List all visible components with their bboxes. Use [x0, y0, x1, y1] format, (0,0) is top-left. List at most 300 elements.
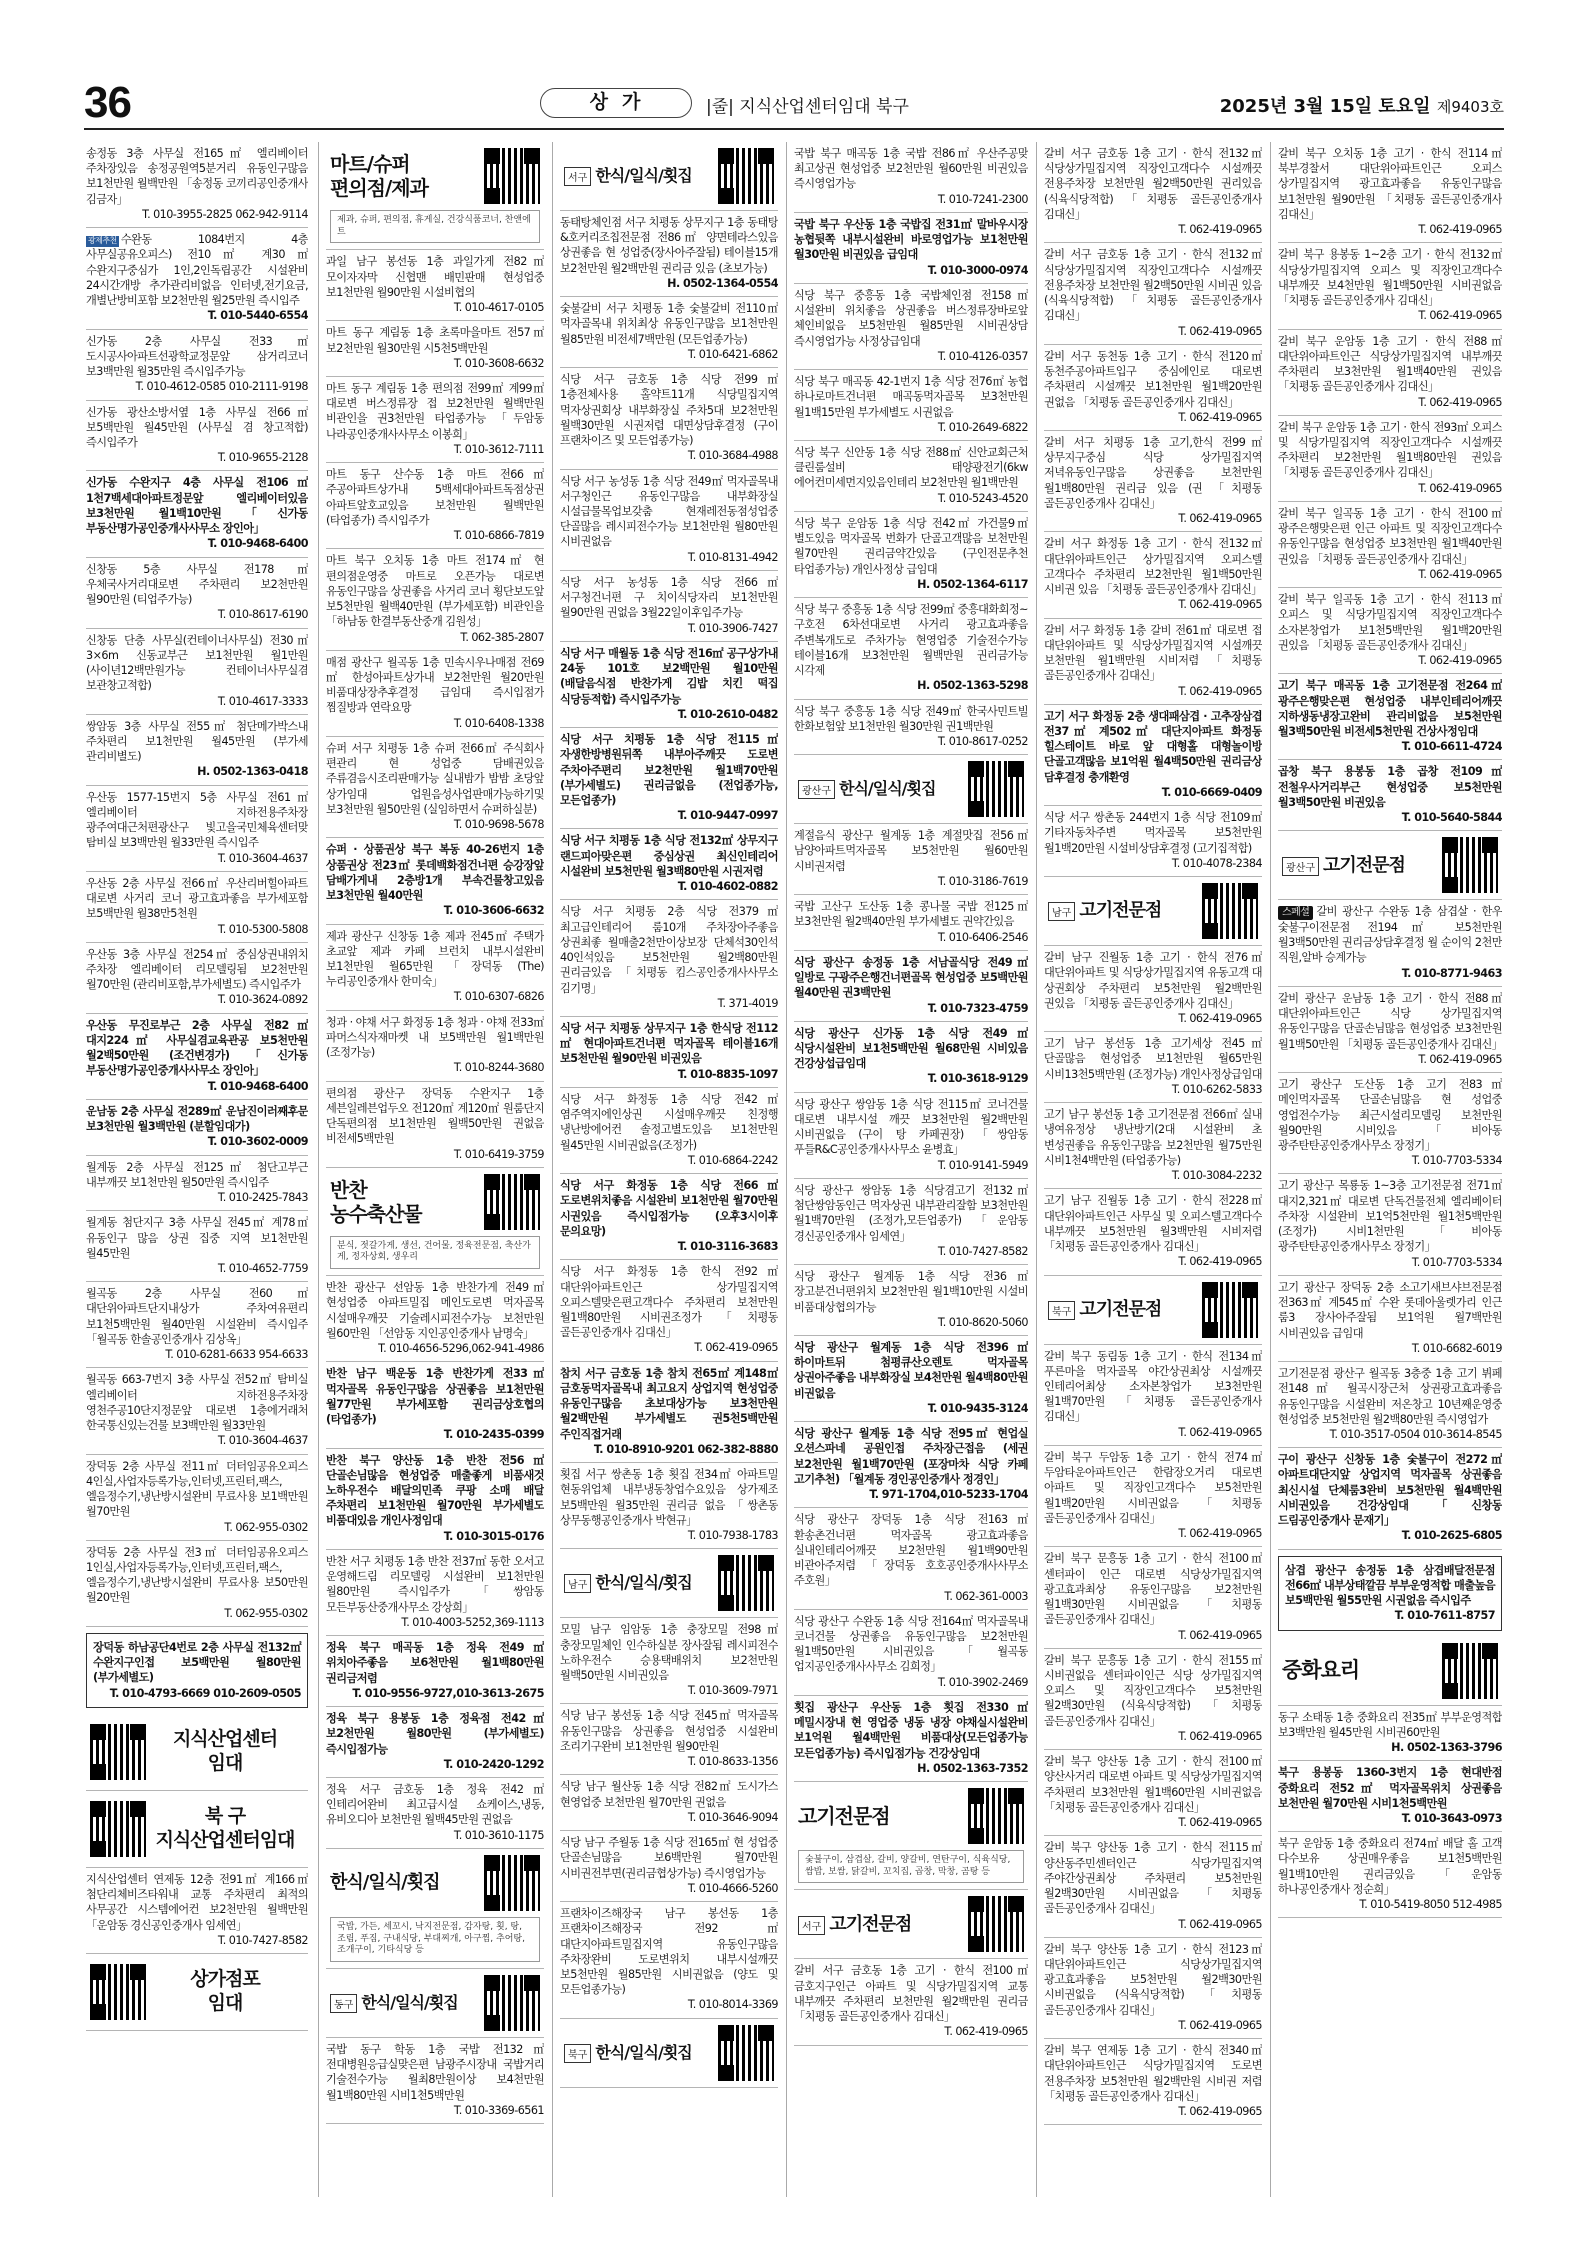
listing-text: 갈비 북구 양산동 1층 고기 · 한식 전123㎡ 대단위아파트인근 식당상가밀집지역 광고효과좋음 보5천만원 월2백30만원 시비권없음 (식육식당적합) 「치평동 골든공인중개사 김대신」	[1044, 1942, 1262, 2017]
listing-ad	[794, 142, 1028, 213]
qr-code[interactable]	[90, 1801, 146, 1857]
listing-text: 갈비 광산구 운남동 1층 고기 · 한식 전88㎡ 대단위아파트인근 식당 상가밀집지역 유동인구많음 단골손님많음 현성업중 보3천만원 월1백50만원 「치평동 골든공인중개사 김대신」	[1278, 991, 1502, 1051]
listing-text: 수완동 1084번지 4층 사무실공유오피스) 전10㎡ 계30㎡ 수완지구중심가 1인,2인독립공간 시설완비 24시간개방 추가관리비없음 인터넷,전기요금,개별난방비포함 보2천만원 월25만원 즉시입주	[86, 233, 308, 308]
category-header	[560, 1549, 778, 1618]
listing-text: 식당 광산구 장덕동 1층 식당 전163㎡ 환송촌건너편 먹자골목 광고효과좋음 실내인테리어깨끗 보2천만원 월1백90만원 비관아주저렴 「장덕동 호호공인중개사사무소 주호원」	[794, 1513, 1028, 1588]
listing-phone: T. 010-3609-7971	[687, 1684, 778, 1698]
listing-ad	[1044, 243, 1262, 344]
listing-ad	[1278, 243, 1502, 329]
issue-number: 제9403호	[1436, 98, 1504, 116]
listing-text: 식당 광산구 월계동 1층 식당 전396㎡ 하이마트뒤 첨평큐산오렌토 먹자골목 상권아주좋음 내부화장실 보4천만원 월4백80만원 비권없음	[794, 1341, 1028, 1400]
listing-phone: T. 010-3902-2469	[937, 1675, 1028, 1689]
listing-text: 식당 서구 쌍촌동 244번지 1층 식당 전109㎡ 기타자동차주변 먹자골목 보5천만원 월1백20만원 시설비상담후결정 (고기집적합)	[1044, 811, 1262, 855]
category-description: 국밥, 가든, 세꼬시, 낙지전문점, 감자탕, 횟, 탕, 조림, 푸짐, 구내식당, 부대찌개, 아구찜, 추어탕, 조개구이, 기타식당 등	[330, 1917, 540, 1962]
boxed-ad	[1278, 1556, 1502, 1631]
listing-ad	[560, 211, 778, 297]
category-header	[326, 1168, 544, 1276]
qr-code[interactable]	[968, 761, 1024, 817]
page-number: 36	[84, 78, 131, 127]
listing-ad	[86, 872, 308, 943]
region-tag: 서구	[798, 1916, 825, 1935]
banner-title: 북 구 지식산업센터임대	[155, 1805, 295, 1851]
listing-text: 갈비 북구 문흥동 1층 고기 · 한식 전155㎡ 시비권없음 센터파이인근 식당 상가밀집지역 오피스 및 직장인고객다수 보5천만원 월2백30만원 (식육식당적합) 「치평동 골든공인중개사 김대신」	[1044, 1653, 1262, 1728]
listing-text: 식당 남구 봉선동 1층 식당 전45㎡ 먹자골목 유동인구많음 상권좋음 현성업중 시설완비 조리기구완비 보1천만원 월90만원	[560, 1709, 778, 1753]
column-2	[326, 142, 544, 2197]
listing-text: 식당 서구 치평동 상무지구 1층 한식당 전112㎡ 현대아파트건너편 먹자골목 테이블16개 보5천만원 월90만원 비권있음	[560, 1022, 778, 1066]
listing-phone: T. 062-419-0965	[1178, 1729, 1262, 1743]
listing-ad	[560, 470, 778, 571]
category-header	[326, 1969, 544, 2038]
category-description: 숯불구이, 삼겹살, 갈비, 양갈비, 연탄구이, 식육식당, 쌈밥, 보쌈, 닭갈비, 꼬치집, 곱창, 막창, 곰탕 등	[798, 1850, 1024, 1883]
listing-phone: T. 062-419-0965	[1178, 2018, 1262, 2032]
qr-code[interactable]	[718, 148, 774, 204]
listing-ad	[560, 1088, 778, 1174]
category-label	[1048, 900, 1161, 922]
listing-phone: T. 010-3646-9094	[687, 1810, 778, 1824]
issue-date	[1220, 92, 1504, 118]
listing-phone: T. 010-8617-6190	[217, 608, 308, 622]
listing-ad	[86, 1014, 308, 1100]
listing-ad	[794, 1959, 1028, 2045]
listing-phone: T. 010-4617-3333	[217, 694, 308, 708]
qr-code[interactable]	[484, 1855, 540, 1911]
listing-ad	[560, 368, 778, 469]
listing-ad	[86, 1541, 308, 1627]
listing-phone: T. 010-2625-6805	[1401, 1529, 1502, 1543]
listing-phone: T. 010-4656-5296,062-941-4986	[378, 1342, 544, 1356]
listing-ad	[326, 1362, 544, 1448]
qr-code[interactable]	[90, 1724, 146, 1780]
listing-phone: T. 062-419-0965	[1418, 654, 1502, 668]
listing-ad	[86, 1156, 308, 1212]
category-title: 고기전문점	[1322, 854, 1405, 876]
listing-ad	[560, 1831, 778, 1902]
listing-phone: T. 010-3604-4637	[217, 1434, 308, 1448]
category-row	[330, 148, 540, 204]
header-rule	[84, 128, 1504, 130]
listing-ad	[86, 715, 308, 786]
listing-ad	[1044, 2039, 1262, 2125]
listing-phone: T. 010-3369-6561	[453, 2103, 544, 2117]
qr-code[interactable]	[1202, 883, 1258, 939]
listing-text: 식당 광산구 송정동 1층 서남골식당 전49㎡ 일방로 구광주은행건너편골목 현성업중 보5백만원 월40만원 권3백만원	[794, 955, 1028, 1000]
listing-text: 갈비 북구 동림동 1층 고기 · 한식 전134㎡ 푸른마을 먹자골목 야간상권최상 시설깨끗 인테리어최상 소자본창업가 보3천만원 월1백70만원 「치평동 골든공인중개사 김대신」	[1044, 1349, 1262, 1424]
listing-ad	[326, 1276, 544, 1362]
listing-ad	[794, 1610, 1028, 1696]
section-subtitle: |줄| 지식산업센터임대 북구	[706, 97, 909, 117]
listing-phone: T. 062-419-0965	[1178, 1816, 1262, 1830]
category-row	[564, 148, 774, 204]
listing-text: 갈비 서구 치평동 1층 고기,한식 전99㎡ 상무지구중심 식당 상가밀집지역 저녁유동인구많음 상권좋음 보천만원 월1백80만원 권리금 있음 (권 「치평동 골든공인중개사 김대신」	[1044, 435, 1262, 510]
listing-ad	[1278, 588, 1502, 674]
listing-ad	[326, 1707, 544, 1778]
listing-text: 갈비 북구 문흥동 1층 고기 · 한식 전100㎡ 센터파이 인근 대로변 식당상가밀집지역 광고효과최상 유동인구많음 보2천만원 월1백30만원 시비권없음 「치평동 골든공인중개사 김대신」	[1044, 1552, 1262, 1627]
listing-phone: T. 010-3186-7619	[937, 874, 1028, 888]
category-header	[560, 2019, 778, 2088]
listing-phone: T. 371-4019	[717, 996, 778, 1010]
listing-text: 슈퍼 서구 치평동 1층 슈퍼 전66㎡ 주식회사 편관리 현 성업중 담배권있음 주류겸음시조리판매가능 실내밤가 밤밤 초당앞 상가임대 업원음성사업판매가능하기및 보3천만원 월50만원 (실임하면서 슈퍼하실분)	[326, 741, 544, 816]
listing-ad	[86, 228, 308, 329]
listing-text: 갈비 서구 금호동 1층 고기 · 한식 전132㎡ 식당상가밀집지역 직장인고객다수 시설깨끗 전용주차장 보천만원 월2백50만원 시비권 있음 (식육식당적합) 「치평동 골든공인중개사 김대신」	[1044, 248, 1262, 323]
listing-text: 갈비 광산구 수완동 1층 삼겹살 · 한우 숯불구이전문점 전194㎡ 보5천만원 월3백50만원 권리금상담후결정 월 순이익 2천만 직원,알바 승계가능	[1278, 905, 1502, 965]
listing-text: 식당 북구 중흥동 1층 국밥체인점 전158㎡ 시설완비 위치좋음 상권좋음 버스정류장바로앞 체인비없음 보5천만원 월85만원 시비권상담 즉시영업가능 사정상급임대	[794, 288, 1028, 348]
listing-phone: T. 010-6406-2546	[937, 930, 1028, 944]
listing-ad	[326, 1550, 544, 1636]
listing-ad	[560, 1902, 778, 2019]
listing-phone: T. 010-4126-0357	[937, 349, 1028, 363]
region-tag: 북구	[1048, 1301, 1075, 1320]
category-row	[564, 1555, 774, 1611]
listing-phone: T. 010-7427-8582	[217, 1933, 308, 1947]
banner	[86, 1791, 308, 1868]
listing-phone: T. 010-5640-5844	[1401, 811, 1502, 825]
listing-text: 갈비 북구 운암동 1층 고기 · 한식 전93㎡ 오피스 및 식당가밀집지역 직장인고객다수 시설깨끗 주차편리 보2천만원 월1백80만원 권있음 「치평동 골든공인중개사 김대신」	[1278, 420, 1502, 480]
column-5	[1044, 142, 1262, 2197]
region-tag: 광산구	[798, 780, 835, 799]
listing-text: 지식산업센터 연제동 12층 전91㎡ 계166㎡ 첨단리체비즈타워내 교통 주차편리 최적의 사무공간 시스템에어컨 보2천만원 월백만원 「운암동 경신공인중개사 임세연」	[86, 1872, 308, 1932]
listing-text: 식당 북구 중흥동 1층 식당 전49㎡ 한국사민트빌 한화보험앞 보1천만원 월30만원 권1백만원	[794, 704, 1028, 733]
listing-phone: T. 010-3643-0973	[1401, 1811, 1502, 1825]
listing-text: 갈비 북구 오치동 1층 고기 · 한식 전114㎡ 북부경찰서 대단위아파트인근 오피스 상가밀집지역 광고효과좋음 유동인구많음 보1천만원 월90만원 「치평동 골든공인중개사 김대신」	[1278, 147, 1502, 221]
listing-text: 식당 북구 운암동 1층 식당 전42㎡ 가건물9㎡별도있음 먹자골목 번화가 단골고객많음 보천만원 월70만원 권리금약간있음 (구인전문추천 타업종가능) 개인사정상 급임대	[794, 516, 1028, 576]
category-title: 고기전문점	[1079, 900, 1162, 922]
listing-ad	[1278, 416, 1502, 502]
category-header	[560, 142, 778, 211]
listing-ad	[560, 297, 778, 368]
qr-code[interactable]	[968, 1896, 1024, 1952]
date-text: 2025년 3월 15일 토요일	[1219, 96, 1431, 117]
listing-ad	[86, 330, 308, 401]
listing-ad	[326, 549, 544, 650]
listing-text: 갈비 북구 용봉동 1~2층 고기 · 한식 전132㎡ 식당상가밀집지역 오피스 및 직장인고객다수 내부깨끗 보4천만원 월1백50만원 시비권없음 「치평동 골든공인중개사 김대신」	[1278, 248, 1502, 308]
listing-phone: T. 010-4078-2384	[1171, 856, 1262, 870]
qr-code[interactable]	[1202, 1282, 1258, 1338]
listing-ad	[560, 1362, 778, 1463]
listing-text: 월곡동 2층 사무실 전60㎡ 대단위아파트단지내상가 주차여유편리 보1천5백만원 월40만원 시설완비 즉시입주 「월곡동 한솔공인중개사 김상옥」	[86, 1287, 308, 1346]
listing-ad	[560, 900, 778, 1017]
listing-phone: T. 010-6419-3759	[453, 1147, 544, 1161]
listing-ad	[794, 1336, 1028, 1422]
listing-ad	[794, 284, 1028, 370]
listing-text: 식당 서구 치평동 2층 식당 전379㎡ 최고급인테리어 룸10개 주차장아주좋음 상권최좋 월매출2천만이상보장 단체석30인석 40인석있음 보5천만원 월2백80만원 권리금있음 「치평동 킴스공인중개사사무소 김기명」	[560, 905, 778, 995]
listing-ad	[326, 463, 544, 549]
listing-text: 정육 북구 용봉동 1층 정육점 전42㎡ 보2천만원 월80만원 (부가세별도) 즉시입점가능	[326, 1712, 544, 1756]
category-title: 중화요리	[1282, 1657, 1360, 1682]
listing-ad	[1044, 1750, 1262, 1836]
listing-ad	[560, 829, 778, 900]
listing-phone: T. 010-3000-0974	[927, 263, 1028, 277]
listing-phone: T. 010-3955-2825 062-942-9114	[142, 207, 308, 221]
listing-phone: T. 010-3606-6632	[443, 904, 544, 918]
promo-tag: 광제추천	[88, 236, 117, 246]
column-6	[1278, 142, 1502, 2197]
listing-phone: T. 010-8131-4942	[687, 550, 778, 564]
qr-code[interactable]	[90, 1964, 146, 2020]
listing-phone: T. 010-7703-5334	[1411, 1255, 1502, 1269]
listing-text: 마트 동구 계림동 1층 편의점 전99㎡ 계99㎡ 대로변 버스정류장 접 보2천만원 월백만원 비관인을 권3천만원 타업종가능 「두암동 나라공인중개사사무소 이봉희」	[326, 382, 544, 441]
listing-ad	[794, 1696, 1028, 1782]
listing-text: 갈비 서구 금호동 1층 고기 · 한식 전100㎡ 금호지구인근 아파트 및 식당가밀집지역 교통 내부깨끗 주차편리 보천만원 월2백만원 권리금 「치평동 골든공인중개사 김대신」	[794, 1964, 1028, 2024]
listing-phone: T. 010-6408-1338	[453, 716, 544, 730]
category-label	[564, 2043, 692, 2063]
listing-ad	[1044, 1649, 1262, 1750]
listing-text: 고기 광산구 장덕동 2층 소고기새브샤브전문점 전363㎡ 계545㎡ 수완 롯데아울렛가리 인근 룸3 장사아주잘됨 보1억원 월7백만원 시비권있음 급임대	[1278, 1280, 1502, 1340]
listing-text: 식당 광산구 쌍암동 1층 식당 전115㎡ 코너건물 대로변 내부시설 깨끗 보3천만원 월2백만원 시비권없음 (구이 탕 카페권장) 「쌍암동 푸들R&C공인중개사사무소 윤병효」	[794, 1097, 1028, 1157]
column-3	[560, 142, 778, 2197]
listing-text: 갈비 서구 화정동 1층 고기 · 한식 전132㎡ 대단위아파트인근 상가밀집지역 오피스텔 고객다수 주차편리 보2천만원 월1백50만원 시비권 있음 「치평동 골든공인중개사 김대신」	[1044, 537, 1262, 597]
category-row	[1048, 883, 1258, 939]
listing-ad	[794, 1022, 1028, 1093]
listing-ad	[326, 1011, 544, 1082]
listing-text: 우산동 3층 사무실 전254㎡ 중심상권내위치 주차장 엘리베이터 리모델링됨 보2천만원 월70만원 (관리비포함,부가세별도) 즉시입주가	[86, 947, 308, 992]
listing-ad	[560, 1174, 778, 1260]
region-tag: 동구	[330, 1994, 357, 2013]
listing-phone: T. 010-9435-3124	[927, 1401, 1028, 1415]
category-title: 한식/일식/횟집	[330, 1872, 440, 1894]
listing-ad	[1278, 142, 1502, 243]
category-label	[564, 166, 692, 186]
listing-phone: T. 010-3116-3683	[677, 1240, 778, 1254]
listing-ad	[326, 321, 544, 377]
listing-text: 쌍암동 3층 사무실 전55㎡ 첨단메가박스내 주차편리 보1천만원 월45만원 (부가세 관리비별도)	[86, 719, 308, 764]
listing-phone: T. 062-955-0302	[224, 1606, 308, 1620]
listing-text: 갈비 서구 동천동 1층 고기 · 한식 전120㎡ 동천주공아파트입구 중심에인로 대로변 주차편리 시설깨끗 보1천만원 월1백20만원 권없음 「치평동 골든공인중개사 김대신」	[1044, 349, 1262, 409]
listing-ad	[794, 1508, 1028, 1609]
listing-phone: T. 010-3084-2232	[1171, 1169, 1262, 1183]
listing-phone: T. 010-6864-2242	[687, 1153, 778, 1167]
listing-text: 갈비 북구 두암동 1층 고기 · 한식 전74㎡ 두암타운아파트인근 한람장오거리 대로변 아파트 및 직장인고객다수 보5천만원 월1백20만원 시비권없음 「치평동 골든공인중개사 김대신」	[1044, 1450, 1262, 1525]
listing-phone: T. 010-4793-6669 010-2609-0505	[109, 1686, 301, 1700]
listing-phone: T. 010-4602-0882	[677, 880, 778, 894]
listing-phone: T. 062-419-0965	[1178, 2105, 1262, 2119]
listing-text: 식당 광산구 쌍암동 1층 식당겸고기 전132㎡ 첨단쌍암동인근 먹자상권 내부관리잘함 보3천만원 월1백70만원 (조정가,모든업종가) 「운암동 경신공인중개사 임세연」	[794, 1183, 1028, 1243]
listing-phone: T. 010-8620-5060	[937, 1315, 1028, 1329]
listing-ad	[1278, 1362, 1502, 1448]
category-header	[1044, 1276, 1262, 1345]
listing-text: 마트 북구 오치동 1층 마트 전174㎡ 현 편의점운영중 마트로 오픈가능 대로변 유동인구많음 상권좋음 사거리 코너 횡단보도앞 보5천만원 월백40만원 (부가세포함) 비관인을 「하남동 한결부동산중개 김원성」	[326, 554, 544, 629]
listing-text: 슈퍼 · 상품권상 북구 복동 40-26번지 1층 상품권상 전23㎡ 롯데백화점건너편 승강장앞 담배가게내 2층방1개 부속건물창고있음 보3천만원 월40만원	[326, 843, 544, 903]
listing-text: 식당 서구 농성동 1층 식당 전49㎡ 먹자골목내 서구청인근 유동인구많음 내부화장실 시설급물목업보갖춤 현재레전동점성업중 단골많음 레시피전수가능 보1천만원 월80만원 시비권없음	[560, 474, 778, 549]
region-tag: 남구	[1048, 902, 1075, 921]
page-header	[84, 78, 1504, 127]
listing-ad	[86, 1100, 308, 1156]
category-title: 고기전문점	[1079, 1298, 1162, 1320]
listing-phone: T. 010-8835-1097	[677, 1067, 778, 1081]
listing-phone: T. 062-419-0965	[1178, 598, 1262, 612]
listing-ad	[1278, 1761, 1502, 1832]
listing-ad	[326, 1636, 544, 1707]
listing-text: 식당 서구 화정동 1층 한식 전92㎡ 대단위아파트인근 상가밀집지역 오피스텔맞은편고객다수 주차편리 보천만원 월1백80만원 시비권조정가 「치평동 골든공인중개사 김대신」	[560, 1265, 778, 1340]
column-4	[794, 142, 1028, 2197]
qr-code[interactable]	[968, 1788, 1024, 1844]
listing-text: 모밀 남구 임암동 1층 충장모밀 전98㎡ 충장모밀체인 인수하실분 장사잘됨 레시피전수 노하우전수 승용택배위치 보2천만원 월백50만원 시비권있음	[560, 1623, 778, 1682]
listing-text: 마트 동구 계림동 1층 초록마을마트 전57㎡ 보2천만원 월30만원 시5천5백만원	[326, 326, 544, 355]
listing-text: 식당 서구 매월동 1층 식당 전16㎡ 공구상가내 24동 101호 보2백만원 월10만원 (배달음식점 반찬가게 김밥 치킨 떡집 식당등적합) 즉시입주가능	[560, 646, 778, 706]
listing-ad	[326, 2038, 544, 2124]
listing-text: 월계동 첨단지구 3층 사무실 전45㎡ 계78㎡ 유동인구 많음 상권 집중 지역 보1천만원 월45만원	[86, 1216, 308, 1260]
listing-text: 제과 광산구 신창동 1층 제과 전45㎡ 주택가 초교앞 제과 카페 브런치 내부시설완비 보1천만원 월65만원 「장덕동 (The)누리공인중개사 한미숙」	[326, 929, 544, 989]
listing-phone: T. 010-6421-6862	[687, 347, 778, 361]
listing-phone: T. 010-3618-9129	[927, 1072, 1028, 1086]
listing-phone: T. 010-7938-1783	[687, 1529, 778, 1543]
category-title: 한식/일식/횟집	[595, 1573, 692, 1593]
listing-ad	[86, 943, 308, 1014]
listing-text: 청과 · 야채 서구 화정동 1층 청과 · 야채 전33㎡ 파머스식자재마켓 내 보5백만원 월1백만원 (조정가능)	[326, 1015, 544, 1060]
listing-ad	[1044, 1938, 1262, 2039]
category-row	[564, 2025, 774, 2081]
listing-text: 월곡동 663-7번지 3층 사무실 전52㎡ 탐비실 엘리베이터 지하전용주차장 영천주공10단지정문앞 대로변 1층에거래처 한국통신있는건물 보3백만원 월33만원	[86, 1373, 308, 1433]
listing-text: 식당 서구 화정동 1층 식당 전42㎡ 염주역지에인상권 시설매우깨끗 친정행 냉난방에어컨 솔정고별도있음 보1천만원 월45만원 시비권없음(조정가)	[560, 1092, 778, 1152]
listing-phone: T. 010-3610-1175	[453, 1828, 544, 1842]
listing-phone: T. 010-6866-7819	[453, 529, 544, 543]
category-label	[330, 1178, 422, 1226]
category-label	[798, 1804, 890, 1828]
listing-text: 반찬 광산구 선암동 1층 반찬가게 전49㎡ 현성업중 아파트밀집 메인도로변 먹자골목 시설매우깨끗 기술레시피전수가능 보천만원 월60만원 「선암동 지인공인중개사 남명숙」	[326, 1281, 544, 1340]
qr-code[interactable]	[1442, 837, 1498, 893]
listing-text: 식당 광산구 월계동 1층 식당 전36㎡ 장고분건너편위치 보2천만원 월1백10만원 시설비 비품대상협의가능	[794, 1270, 1028, 1314]
category-row	[798, 761, 1024, 817]
listing-ad	[1044, 1547, 1262, 1648]
listing-text: 갈비 북구 연제동 1층 고기 · 한식 전340㎡ 대단위아파트인근 식당가밀집지역 도로변 전용주차장 보5천만원 월2백만원 시비권 저렴 「치평동 골든공인중개사 김대신」	[1044, 2044, 1262, 2103]
listing-phone: T. 010-5440-6554	[207, 309, 308, 323]
listing-text: 반찬 서구 치평동 1층 반찬 전37㎡ 동한 오서고 운영해드림 리모델링 시설완비 보1천만원 월80만원 즉시입주가 「쌍암동 모든부동산중개사무소 강상희」	[326, 1554, 544, 1614]
listing-ad	[560, 1463, 778, 1549]
listing-text: 장덕동 2층 사무실 전3㎡ 더터임공유오피스 1인실,사업자등록가능,인터넷,프린터,팩스,엘음정수기,냉난방시설완비 무료사용 보50만원 월20만원	[86, 1545, 308, 1605]
listing-phone: T. 062-955-0302	[224, 1520, 308, 1534]
listing-text: 고기 남구 봉선동 1층 고기세상 전45㎡ 단골많음 현성업중 보1천만원 월65만원 시비13천5백만원 (조정가능) 개인사정상급임대	[1044, 1037, 1262, 1081]
listing-ad	[86, 1282, 308, 1368]
listing-ad	[560, 1775, 778, 1831]
listing-ad	[794, 1179, 1028, 1265]
listing-text: 계절음식 광산구 월계동 1층 계절맛집 전56㎡ 남양아파트먹자골목 보5천만원 월60만원 시비권저렴	[794, 829, 1028, 873]
listing-ad	[794, 895, 1028, 951]
category-title: 한식/일식/횟집	[361, 1992, 458, 2012]
listing-phone: T. 062-419-0965	[1418, 223, 1502, 237]
listing-ad	[86, 1455, 308, 1541]
listing-ad	[1044, 532, 1262, 618]
listing-phone: T. 062-419-0965	[1178, 223, 1262, 237]
qr-code[interactable]	[718, 2025, 774, 2081]
listing-phone: T. 010-7703-5334	[1411, 1154, 1502, 1168]
listing-ad	[1278, 1448, 1502, 1549]
category-row	[330, 1975, 540, 2031]
listing-ad	[1278, 1073, 1502, 1174]
listing-phone: T. 010-8633-1356	[687, 1755, 778, 1769]
listing-text: 식당 서구 치평동 1층 식당 전115㎡ 자생한방병원뒤쪽 내부아주깨끗 도로변 주차아주편리 보2천만원 월1백70만원 (부가세별도) 권리금없음 (전업종가능, 모든업종가)	[560, 733, 778, 807]
listing-phone: T. 062-385-2807	[460, 630, 544, 644]
listing-text: 갈비 북구 일곡동 1층 고기 · 한식 전100㎡ 광주은행맞은편 인근 아파트 및 직장인고객다수 유동인구많음 현성업중 보3천만원 월1백40만원 권있음 「치평동 골든공인중개사 김대신」	[1278, 506, 1502, 566]
listing-text: 숯불갈비 서구 치평동 1층 숯불갈비 전110㎡ 먹자골목내 위치최상 유동인구많음 보1천만원 월85만원 비전세7백만원 (모든업종가능)	[560, 302, 778, 346]
listing-text: 고기 남구 진월동 1층 고기 · 한식 전228㎡ 대단위아파트인근 사무실 및 오피스텔고객다수 내부깨끗 보5천만원 월3백만원 시비저렴 「치평동 골든공인중개사 김대신」	[1044, 1194, 1262, 1254]
listing-ad	[560, 571, 778, 642]
listing-phone: T. 010-5300-5808	[217, 922, 308, 936]
category-description: 분식, 젓갈가게, 생선, 건어물, 정육전문점, 축산가게, 정자상회, 생우리	[330, 1236, 540, 1269]
listing-phone: T. 010-3608-6632	[453, 356, 544, 370]
category-header	[1044, 877, 1262, 946]
listing-text: 국밥 북구 매곡동 1층 국밥 전86㎡ 우산주공맞 최고상권 현성업중 보2천만원 월60만원 비권있음 즉시영업가능	[794, 147, 1028, 191]
qr-code[interactable]	[484, 1174, 540, 1230]
listing-text: 갈비 북구 양산동 1층 고기 · 한식 전115㎡ 양산동주민센터인근 식당가밀집지역 주야간상권최상 주차편리 보5천만원 월2백30만원 시비권없음 「치평동 골든공인중개사 김대신」	[1044, 1841, 1262, 1916]
listing-phone: T. 062-419-0965	[1418, 309, 1502, 323]
listing-phone: T. 062-419-0965	[1178, 324, 1262, 338]
listing-phone: T. 062-419-0965	[1178, 1527, 1262, 1541]
listing-text: 국밥 북구 우산동 1층 국밥집 전31㎡ 말바우시장 농협뒷쪽 내부시설완비 바로영업가능 보1천만원 월30만원 비권있음 급임대	[794, 217, 1028, 262]
listing-text: 갈비 북구 양산동 1층 고기 · 한식 전100㎡ 양산사거리 대로변 아파트 및 식당상가밀집지역 주차편리 보3천만원 월1백60만원 시비권없음 「치평동 골든공인중개사 김대신」	[1044, 1755, 1262, 1814]
category-label	[330, 1993, 458, 2013]
listing-ad	[326, 250, 544, 321]
listing-ad	[86, 471, 308, 557]
listing-text: 신가동 광산소방서옆 1층 사무실 전66㎡ 보5백만원 월45만원 (사무실 겸 창고적합) 즉시입주가	[86, 405, 308, 449]
column-divider	[1036, 142, 1037, 2197]
listing-phone: T. 010-7611-8757	[1394, 1609, 1495, 1623]
listing-ad	[1278, 987, 1502, 1073]
listing-ad	[1044, 806, 1262, 877]
listing-phone: H. 0502-1364-6117	[917, 577, 1028, 591]
listing-text: 신가동 수완지구 4층 사무실 전106㎡ 1천7백세대아파트정문앞 엘리베이터있음 보3천만원 월1백10만원 「신가동 부동산명가공인중개사사무소 장인아」	[86, 476, 308, 536]
qr-code[interactable]	[484, 1975, 540, 2031]
listing-text: 식당 서구 금호동 1층 식당 전99㎡ 1층전체사용 홀약트11개 식당밀집지역 먹자상권회상 내부화장실 주차5대 보2천만원 월백30만원 시권저렴 대면상담후결정 (구이 프랜차이즈 및 모든업종가능)	[560, 373, 778, 448]
listing-text: 고기 광산구 도산동 1층 고기 전83㎡ 메인먹자골목 단골손님많음 현 성업중 영업전수가능 최근시설리모델링 보천만원 월90만원 시비있음 「비아동 광주탄탄공인중개사무소 장정기」	[1278, 1078, 1502, 1153]
listing-phone: T. 010-9698-5678	[453, 818, 544, 832]
listing-ad	[326, 377, 544, 463]
listing-text: 식당 광산구 신가동 1층 식당 전49㎡ 식당시설완비 보1천5백만원 월68만원 시비있음 건강상섭급임대	[794, 1026, 1028, 1071]
listing-phone: T. 010-6281-6633 954-6633	[165, 1348, 308, 1362]
listing-ad	[1278, 502, 1502, 588]
qr-code[interactable]	[718, 1555, 774, 1611]
column-divider	[1270, 142, 1271, 2197]
listing-phone: T. 010-3602-0009	[207, 1135, 308, 1149]
listing-ad	[326, 1082, 544, 1168]
listing-text: 식당 서구 화정동 1층 식당 전66㎡ 도로변위치좋음 시설완비 보1천만원 월70만원 시권있음 즉시입점가능 (오후3시이후 문의요망)	[560, 1179, 778, 1238]
listing-text: 식당 광산구 월계동 1층 식당 전95㎡ 현업실 오션스파네 공원인접 주차장근접음 (세권 보2천만원 월1백70만원 (포장마차 식당 카페 고기추천) 「월계동 경인공인중개사 정경인」	[794, 1427, 1028, 1486]
category-description: 제과, 슈퍼, 편의점, 휴게실, 건강식품코너, 찬앤에트	[330, 210, 540, 243]
qr-code[interactable]	[1442, 1643, 1498, 1699]
qr-code[interactable]	[484, 148, 540, 204]
special-listing	[1278, 900, 1502, 987]
listing-text: 동태탕체인점 서구 치평동 상무지구 1층 동태탕&호커리조칩전문점 전86㎡ 양면테라스있음 상권좋음 현 성업중(장사아주잘됨) 테이블15개 보2천만원 월2백만원 권리금 있음 (초보가능)	[560, 216, 778, 275]
listing-ad	[560, 1618, 778, 1704]
listing-text: 고기 광산구 목룡동 1~3층 고기전문점 전71㎡ 대지2,321㎡ 대로변 단독건물전체 엘리베이터 주차장 시설완비 보1억5천만원 월1천5백만원 (조정가) 시비1천만원 「비아동 광주탄탄공인중개사무소 장정기」	[1278, 1179, 1502, 1254]
listing-phone: T. 010-3684-4988	[687, 449, 778, 463]
listing-phone: T. 062-419-0965	[1418, 481, 1502, 495]
region-tag: 남구	[564, 1574, 591, 1593]
region-tag: 서구	[564, 167, 591, 186]
listing-phone: T. 010-2649-6822	[937, 420, 1028, 434]
listing-ad	[794, 598, 1028, 699]
listing-phone: T. 010-6682-6019	[1411, 1341, 1502, 1355]
listing-text: 고기 남구 봉선동 1층 고기전문점 전66㎡ 실내 냉여유정상 냉난방기(2대 시설완비 초 변성권좋음 유동인구많음 보2천만원 월75만원 시비1천4백만원 (타업종가능)	[1044, 1108, 1262, 1167]
listing-ad	[1044, 345, 1262, 431]
category-label	[798, 779, 935, 799]
category-label	[330, 152, 428, 200]
listing-phone: T. 062-419-0965	[1418, 567, 1502, 581]
listing-phone: T. 062-419-0965	[1178, 512, 1262, 526]
category-row	[330, 1174, 540, 1230]
listing-text: 우산동 무진로부근 2층 사무실 전82㎡ 대지224㎡ 사무실겸교육관공 보5천만원 월2백50만원 (조건변경가) 「신가동 부동산명가공인중개사사무소 장인아」	[86, 1018, 308, 1078]
listing-ad	[86, 1211, 308, 1282]
listing-text: 갈비 북구 일곡동 1층 고기 · 한식 전113㎡ 오피스 및 식당가밀집지역 직장인고객다수 소자본창업가 보1천5백만원 월1백20만원 권있음 「치평동 골든공인중개사 김대신」	[1278, 593, 1502, 652]
listing-text: 국밥 동구 학동 1층 국밥 전132㎡ 전대병원응급실맞은편 남광주시장내 국밥거리 기술전수가능 월최8만원이상 보4천만원 월1백80만원 시비1천5백만원	[326, 2042, 544, 2102]
listing-text: 장덕동 하남공단4번로 2층 사무실 전132㎡ 수완지구인접 보5백만원 월80만원 (부가세별도)	[93, 1640, 301, 1685]
category-row	[330, 1855, 540, 1911]
listing-text: 횟집 광산구 우산동 1층 횟집 전330㎡ 메밀시장내 현 영업중 냉동 냉장 야채실시설완비 보1억원 월4백만원 비품대상(모든업종가능 모든업종가능) 즉시입점가능 건강상임대	[794, 1700, 1028, 1760]
listing-text: 고기전문점 광산구 월곡동 3층중 1층 고기 뷔페 전148㎡ 월곡시장근처 상권광고효과좋음 유동인구많음 시설완비 저온창고 10년째운영중 현성업중 보5천만원 월2백80만원 즉시영업가	[1278, 1367, 1502, 1426]
listing-phone: T. 010-2435-0399	[443, 1428, 544, 1442]
listing-text: 송정동 3층 사무실 전165㎡ 엘리베이터 주차장있음 송정공원역5분거리 유동인구많음 보1천만원 월백만원 「송정동 코끼리공인중개사 김금자」	[86, 147, 308, 206]
listing-phone: T. 010-2425-7843	[217, 1191, 308, 1205]
listing-text: 갈비 북구 운암동 1층 고기 · 한식 전88㎡ 대단위아파트인근 식당상가밀집지역 내부깨끗 주차편리 보3천만원 월1백40만원 권있음 「치평동 골든공인중개사 김대신」	[1278, 334, 1502, 394]
banner-title: 지식산업센터 임대	[172, 1728, 278, 1774]
